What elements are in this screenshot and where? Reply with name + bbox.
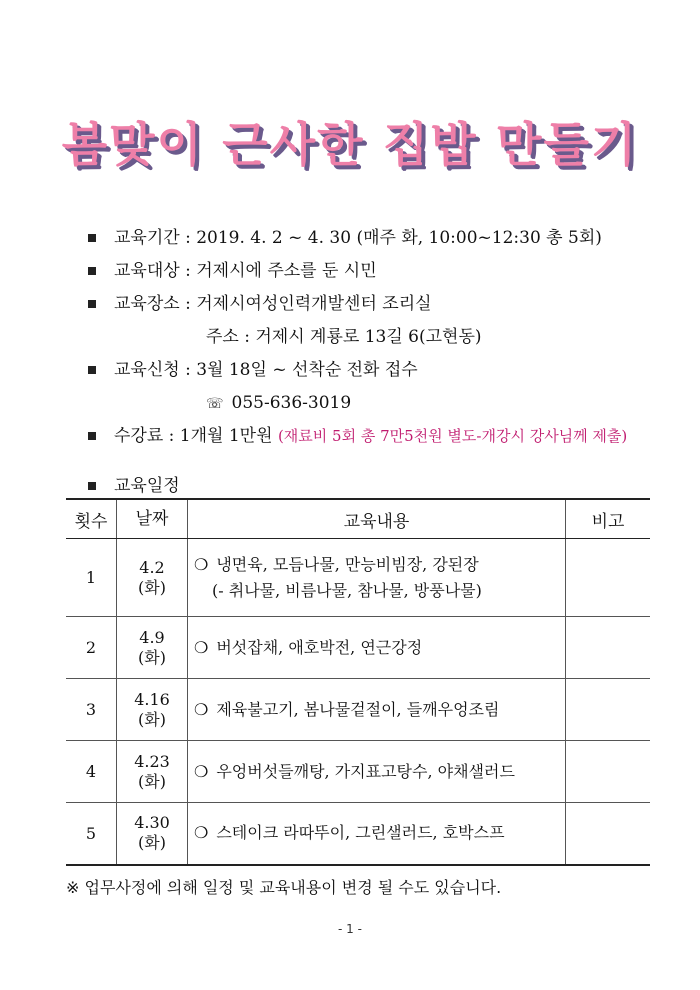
circle-bullet-icon: ❍ <box>194 554 209 574</box>
bullet-icon <box>88 267 96 275</box>
schedule-table <box>66 498 650 866</box>
schedule-heading: 교육일정 <box>88 472 180 500</box>
table-header-row <box>66 499 650 539</box>
header-content: 교육내용 <box>188 499 566 539</box>
circle-bullet-icon: ❍ <box>194 761 209 781</box>
info-phone <box>88 387 668 420</box>
info-place: 교육장소 : 거제시여성인력개발센터 조리실 <box>88 288 668 321</box>
bullet-icon <box>88 234 96 242</box>
cell-count: 3 <box>66 679 117 741</box>
table-row <box>66 741 650 803</box>
cell-note <box>566 617 651 679</box>
bullet-icon <box>88 366 96 374</box>
header-date: 날짜 <box>117 499 188 539</box>
info-fee <box>88 420 668 453</box>
header-count: 횟수 <box>66 499 117 539</box>
fee-note: (재료비 5회 총 7만5천원 별도-개강시 강사님께 제출) <box>277 427 628 445</box>
circle-bullet-icon: ❍ <box>194 637 209 657</box>
fee-text: 수강료 : 1개월 1만원 <box>114 426 273 446</box>
table-row <box>66 617 650 679</box>
cell-date: 4.2 (화) <box>117 539 188 617</box>
cell-count: 5 <box>66 803 117 865</box>
cell-date: 4.30 (화) <box>117 803 188 865</box>
circle-bullet-icon: ❍ <box>194 823 209 843</box>
cell-date: 4.9 (화) <box>117 617 188 679</box>
circle-bullet-icon: ❍ <box>194 699 209 719</box>
cell-note <box>566 741 651 803</box>
phone-number: 055-636-3019 <box>231 393 352 413</box>
cell-note <box>566 803 651 865</box>
info-period: 교육기간 : 2019. 4. 2 ~ 4. 30 (매주 화, 10:00~12:30 총 5회) <box>88 222 668 255</box>
course-info <box>88 222 668 453</box>
cell-date: 4.23 (화) <box>117 741 188 803</box>
cell-content: ❍ 스테이크 라따뚜이, 그린샐러드, 호박스프 <box>188 803 566 865</box>
cell-note <box>566 539 651 617</box>
table-row <box>66 679 650 741</box>
table-row <box>66 539 650 617</box>
cell-count: 1 <box>66 539 117 617</box>
info-target: 교육대상 : 거제시에 주소를 둔 시민 <box>88 255 668 288</box>
bullet-icon <box>88 432 96 440</box>
info-apply: 교육신청 : 3월 18일 ~ 선착순 전화 접수 <box>88 354 668 387</box>
info-address: 주소 : 거제시 계룡로 13길 6(고현동) <box>206 327 482 347</box>
phone-icon: ☏ <box>206 396 224 412</box>
bullet-icon <box>88 300 96 308</box>
cell-content: ❍ 제육불고기, 봄나물겉절이, 들깨우엉조림 <box>188 679 566 741</box>
page-title: 봄맞이 근사한 집밥 만들기 <box>61 118 639 173</box>
cell-content: ❍ 우엉버섯들깨탕, 가지표고탕수, 야채샐러드 <box>188 741 566 803</box>
table-row <box>66 803 650 865</box>
page-number: - 1 - <box>338 922 362 936</box>
cell-content: ❍ 냉면육, 모듬나물, 만능비빔장, 강된장 (- 취나물, 비름나물, 참나물, 방풍나물) <box>188 539 566 617</box>
cell-note <box>566 679 651 741</box>
cell-count: 2 <box>66 617 117 679</box>
cell-count: 4 <box>66 741 117 803</box>
footnote: ※ 업무사정에 의해 일정 및 교육내용이 변경 될 수도 있습니다. <box>66 878 502 897</box>
header-note: 비고 <box>566 499 651 539</box>
cell-date: 4.16 (화) <box>117 679 188 741</box>
bullet-icon <box>88 482 96 490</box>
cell-content: ❍ 버섯잡채, 애호박전, 연근강정 <box>188 617 566 679</box>
